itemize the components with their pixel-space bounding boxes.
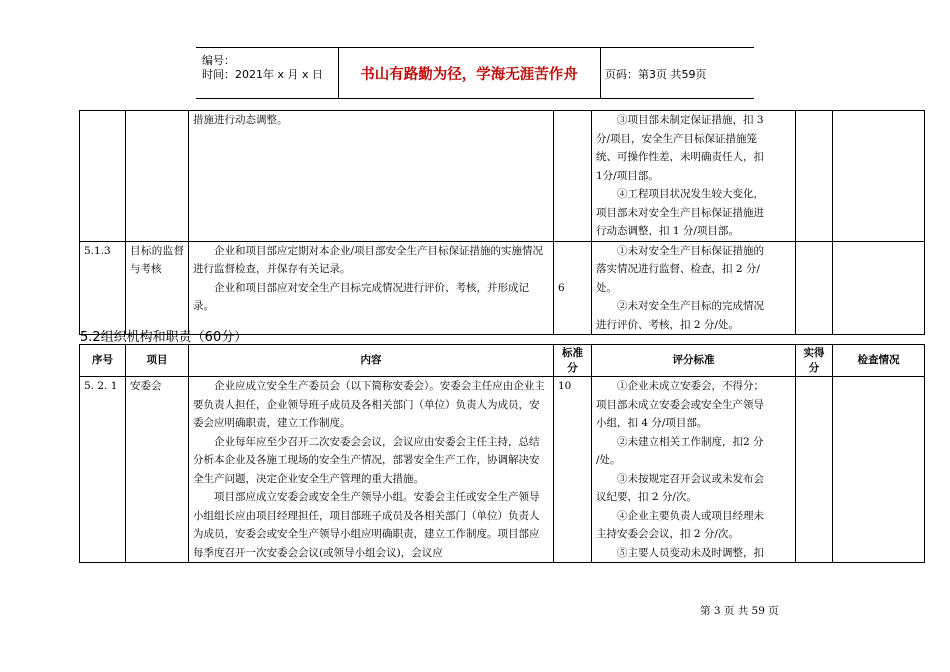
score-cell: 10 [554,377,592,563]
document-time-label: 时间：2021年 x 月 x 日 [202,68,323,81]
check-status-cell [833,377,925,563]
criteria-line: 进行评价、考核，扣 2 分/处。 [596,318,739,331]
criteria-line: 落实情况进行监督、检查，扣 2 分/ [596,263,760,275]
header-seq: 序号 [80,345,126,377]
criteria-line: ②未对安全生产目标的完成情况 [617,300,764,312]
table-row [80,111,925,242]
score-cell: 6 [554,241,592,335]
content-paragraph: 企业和项目部应定期对本企业/项目部安全生产目标保证措施的实施情况进行监督检查，并保存有关记录。 [193,244,544,275]
item-cell: 目标的监督与考核 [126,241,189,335]
criteria-line: 1分/项目部。 [596,169,659,182]
criteria-line: ①企业未成立安委会，不得分； [617,380,764,392]
header-check: 检查情况 [833,345,925,377]
item-cell [126,111,189,242]
table-row [80,241,925,335]
header-actual: 实得分 [796,345,833,377]
criteria-line: 项目部未成立安委会或安全生产领导 [596,398,764,411]
item-cell: 安委会 [126,377,189,563]
check-status-cell [833,241,925,335]
table-row [80,377,925,563]
header-score: 标准分 [554,345,592,377]
content-cell [189,241,554,335]
standards-table-continued [79,110,925,335]
seq-cell: 5. 2. 1 [80,377,126,563]
criteria-line: ③未按规定召开会议或未发布会 [617,472,764,485]
criteria-line: ①未对安全生产目标保证措施的 [617,244,764,257]
actual-score-cell [796,377,833,563]
criteria-cell [592,241,796,335]
content-paragraph: 项目部应成立安委会或安全生产领导小组。安委会主任或安全生产领导小组组长应由项目经理担任，项目部班子成员及各相关部门（单位）负责人为成员，安委会或安全生产领导小组应明确职责，建立工作制度。项目部应每季度召开一次安委会会议(或领导小组会议)，会议应 [193,491,540,559]
criteria-line: 统、可操作性差，未明确责任人，扣 [596,151,764,163]
header-criteria: 评分标准 [592,345,796,377]
actual-score-cell [796,241,833,335]
criteria-line: /处。 [596,454,621,466]
content-cell [189,111,554,242]
section-title: 5.2组织机构和职责（60分） [80,330,248,345]
table-header-row [80,345,925,377]
criteria-line: 项目部未对安全生产目标保证措施进 [596,206,764,219]
header-motto: 书山有路勤为径，学海无涯苦作舟 [360,67,578,83]
header-page-code: 页码：第3页 共59页 [605,68,707,81]
document-number-label: 编号： [202,54,235,67]
page-header [196,47,754,99]
header-content: 内容 [189,345,554,377]
criteria-line: ④企业主要负责人或项目经理未 [617,509,764,522]
criteria-line: 行动态调整，扣 1 分/项目部。 [596,225,739,237]
content-paragraph: 企业和项目部应对安全生产目标完成情况进行评价、考核，并形成记录。 [193,281,529,312]
criteria-line: 主持安委会会议，扣 2 分/次。 [596,528,739,540]
score-cell [554,111,592,242]
content-cell [189,377,554,563]
content-paragraph: 企业应成立安全生产委员会（以下简称安委会）。安委会主任应由企业主要负责人担任，企业领导班子成员及各相关部门（单位）负责人为成员，安委会应明确职责，建立工作制度。 [193,380,545,429]
criteria-line: ②未建立相关工作制度，扣2 分 [617,435,764,448]
page-footer: 第 3 页 共 59 页 [700,605,779,617]
header-meta-cell [196,48,339,98]
check-status-cell [833,111,925,242]
criteria-line: 议纪要，扣 2 分/次。 [596,491,697,503]
criteria-line: ④工程项目状况发生较大变化， [617,188,764,200]
criteria-cell [592,377,796,563]
seq-cell: 5.1.3 [80,241,126,335]
criteria-line: 小组，扣 4 分/项目部。 [596,417,708,429]
header-page-cell [601,48,754,98]
criteria-line: 处。 [596,281,617,294]
content-paragraph: 措施进行动态调整。 [193,114,288,126]
organization-duties-table [79,344,925,563]
criteria-line: ③项目部未制定保证措施，扣 3 [617,114,764,126]
criteria-line: ⑤主要人员变动未及时调整，扣 [617,546,764,559]
seq-cell [80,111,126,242]
header-item: 项目 [126,345,189,377]
content-paragraph: 企业每年应至少召开二次安委会会议，会议应由安委会主任主持，总结分析本企业及各施工现场的安全生产情况，部署安全生产工作，协调解决安全生产问题，决定企业安全生产管理的重大措施。 [193,435,540,485]
header-motto-cell [338,48,601,98]
criteria-cell [592,111,796,242]
criteria-line: 分/项目，安全生产目标保证措施笼 [596,132,758,145]
actual-score-cell [796,111,833,242]
